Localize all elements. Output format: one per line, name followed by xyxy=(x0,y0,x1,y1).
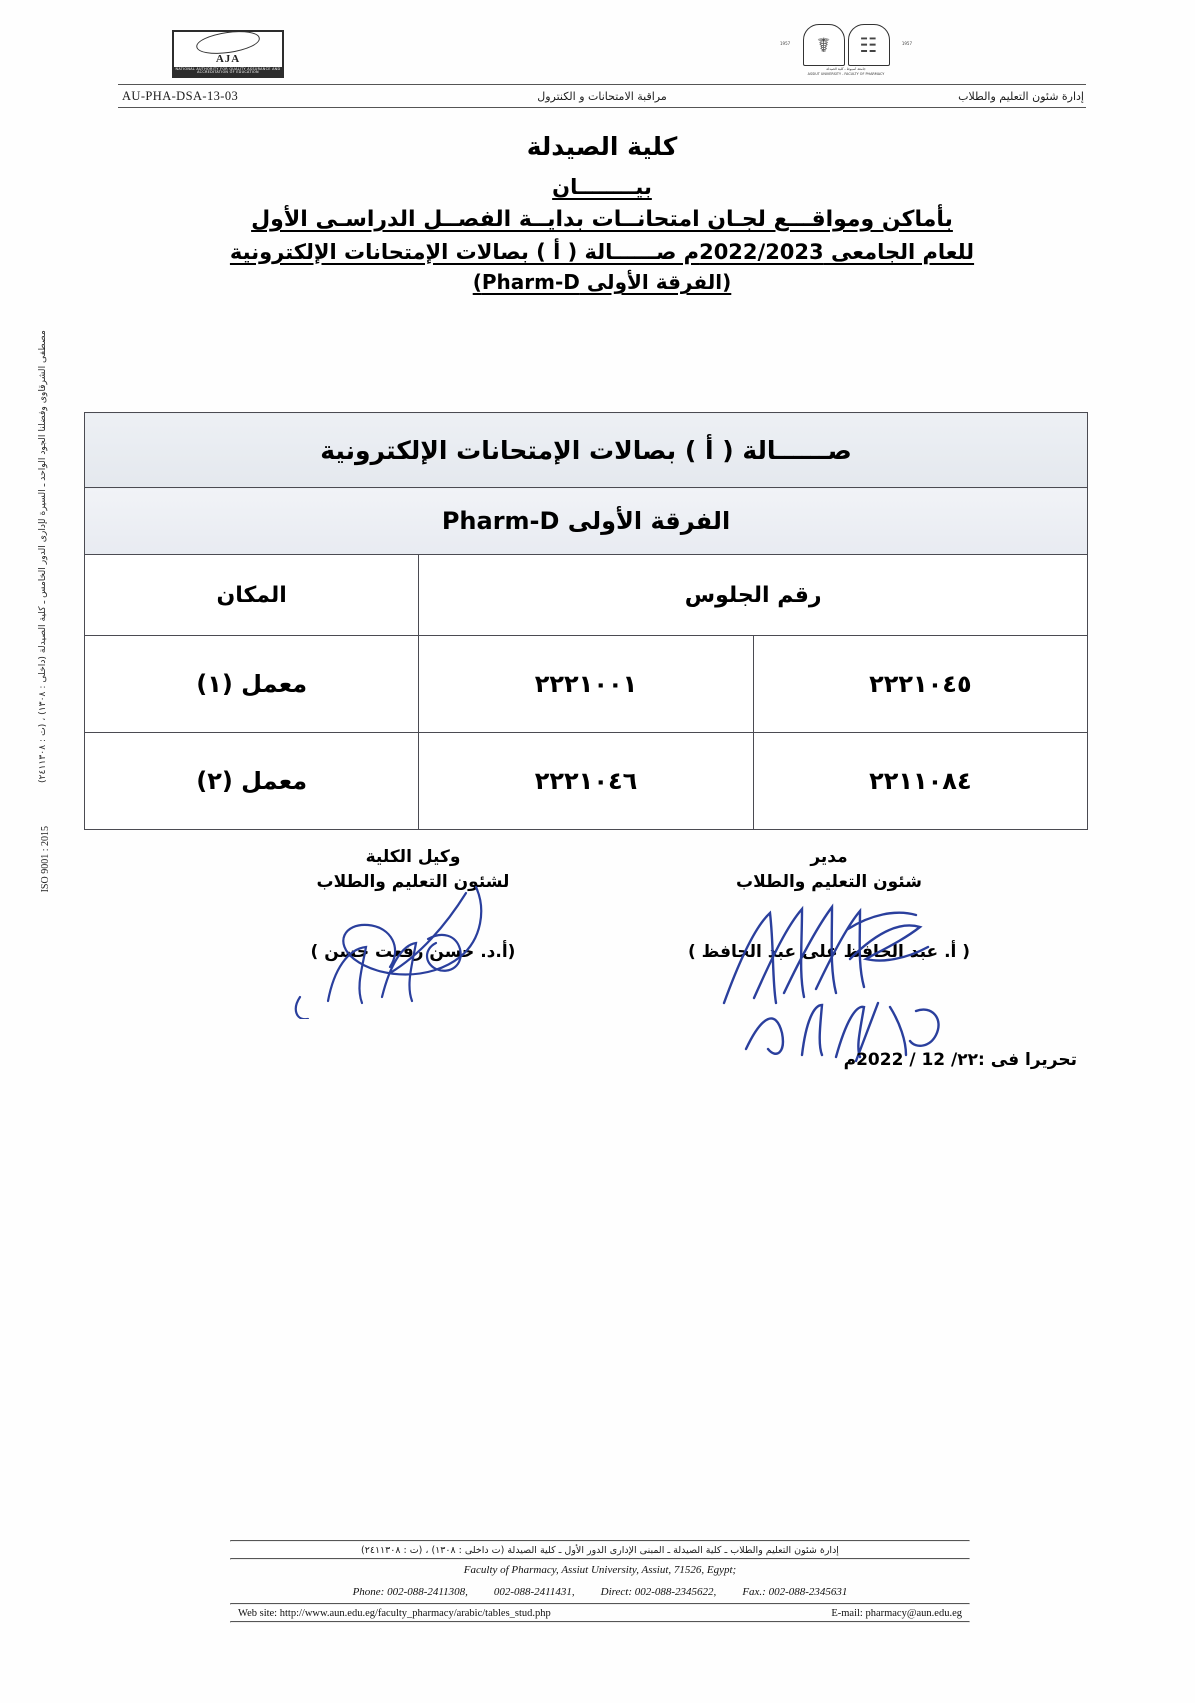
signature-block-vice-dean xyxy=(248,845,578,965)
vice-dean-name: (أ.د. حسن رفعت حسن ) xyxy=(310,942,516,963)
header-right-label: إدارة شئون التعليم والطلاب xyxy=(958,89,1084,103)
row-0-place: معمل (١) xyxy=(85,636,419,733)
university-crests xyxy=(803,24,890,66)
vice-dean-role-line-2: لشئون التعليم والطلاب xyxy=(316,871,510,892)
footer-website[interactable]: Web site: http://www.aun.edu.eg/faculty_pharmacy/arabic/tables_stud.php xyxy=(238,1608,551,1619)
document-footer xyxy=(230,1540,970,1623)
table-row xyxy=(85,733,1088,830)
row-0-seat-to: ٢٢٢١٠٤٥ xyxy=(753,636,1087,733)
form-code: AU-PHA-DSA-13-03 xyxy=(122,88,239,103)
footer-phone: Phone: 002-088-2411308, xyxy=(352,1585,468,1598)
footer-links-row xyxy=(230,1605,970,1621)
footer-fax: Fax.: 002-088-2345631 xyxy=(742,1585,848,1598)
row-0-seat-from: ٢٢٢١٠٠١ xyxy=(419,636,753,733)
footer-divider-end xyxy=(230,1621,970,1623)
director-role-line-2: شئون التعليم والطلاب xyxy=(736,871,922,892)
logo-row xyxy=(0,14,1195,80)
university-logo-caption-en: ASSIUT UNIVERSITY - FACULTY OF PHARMACY xyxy=(807,72,885,77)
table-band-row xyxy=(85,413,1088,488)
row-1-place: معمل (٢) xyxy=(85,733,419,830)
footer-phone-2: 002-088-2411431, xyxy=(493,1585,575,1598)
header-center-label: مراقبة الامتحانات و الكنترول xyxy=(537,89,667,103)
document-header-bar xyxy=(118,84,1086,108)
title-line-1: بأماكن ومواقـــع لجـان امتحانــات بدايــة الفصــل الدراسـى الأول xyxy=(251,207,953,232)
university-logo-right-tag: 1957 xyxy=(901,41,912,46)
table-band-group: الفرقة الأولى Pharm-D xyxy=(85,488,1088,555)
table-band-title: صــــــالة ( أ ) بصالات الإمتحانات الإلكترونية xyxy=(85,413,1088,488)
table-row xyxy=(85,636,1088,733)
exam-locations-table xyxy=(84,412,1088,830)
footer-arabic-address: إدارة شئون التعليم والطلاب ـ كلية الصيدلة ـ المبنى الإدارى الدور الأول ـ كلية الصيدلة (ت داخلى : ١٣٠٨) ، (ت : ٢٤١١٣٠٨) xyxy=(361,1545,839,1556)
assiut-university-crest-icon: ☷ xyxy=(848,24,890,66)
footer-direct: Direct: 002-088-2345622, xyxy=(600,1585,717,1598)
university-logo-caption-ar: جامعة أسيوط ـ كلية الصيدلة xyxy=(826,67,866,71)
footer-faculty-line: Faculty of Pharmacy, Assiut University, Assiut, 71526, Egypt; xyxy=(463,1564,737,1576)
footer-contact-line xyxy=(230,1582,970,1604)
university-logo xyxy=(780,24,912,82)
aja-logo-text: AJA xyxy=(215,52,241,65)
title-line-2: للعام الجامعى 2022/2023م صــــــالة ( أ ) بصالات الإمتحانات الإلكترونية xyxy=(229,239,975,264)
vice-dean-role-line-1: وكيل الكلية xyxy=(365,847,461,867)
table-header-row xyxy=(85,555,1088,636)
pharmacy-serpent-crest-icon: ☤ xyxy=(803,24,845,66)
issue-date-line: تحريرا فى :٢٢/ 12 / 2022م xyxy=(843,1050,1077,1070)
iso-certification-label: ISO 9001 : 2015 xyxy=(40,826,51,893)
footer-email[interactable]: E-mail: pharmacy@aun.edu.eg xyxy=(831,1608,962,1619)
signature-area xyxy=(118,845,1086,1075)
row-1-seat-from: ٢٢٢١٠٤٦ xyxy=(419,733,753,830)
signature-block-director xyxy=(664,845,994,965)
column-header-seat-number: رقم الجلوس xyxy=(419,555,1088,636)
statement-label: بيــــــــان xyxy=(552,175,652,199)
column-header-place: المكان xyxy=(85,555,419,636)
page-title: كلية الصيدلة xyxy=(526,132,678,161)
director-role-line-1: مدير xyxy=(810,847,848,867)
aja-logo-caption: NATIONAL AUTHORITY FOR QUALITY ASSURANCE AND ACCREDITATION OF EDUCATION xyxy=(175,66,281,75)
title-line-3: (الفرقة الأولى Pharm-D) xyxy=(472,270,732,295)
university-logo-left-tag: 1957 xyxy=(780,41,791,46)
accreditation-logo xyxy=(172,30,284,78)
director-name: ( أ. عبد الحافظ على عبد الحافظ ) xyxy=(687,942,971,963)
exam-locations-table-wrapper xyxy=(84,412,1088,830)
title-block xyxy=(118,132,1086,299)
table-group-row xyxy=(85,488,1088,555)
row-1-seat-to: ٢٢١١٠٨٤ xyxy=(753,733,1087,830)
side-vertical-note: مصطفى الشرقاوى وفضلنا الجود الواحد ـ السيرة لإدارى الدور الخامس ـ كلية الصيدلة (داخلى : ١٣٠٨) ، (ت : ٢٤١١٣٠٨) xyxy=(37,330,48,783)
